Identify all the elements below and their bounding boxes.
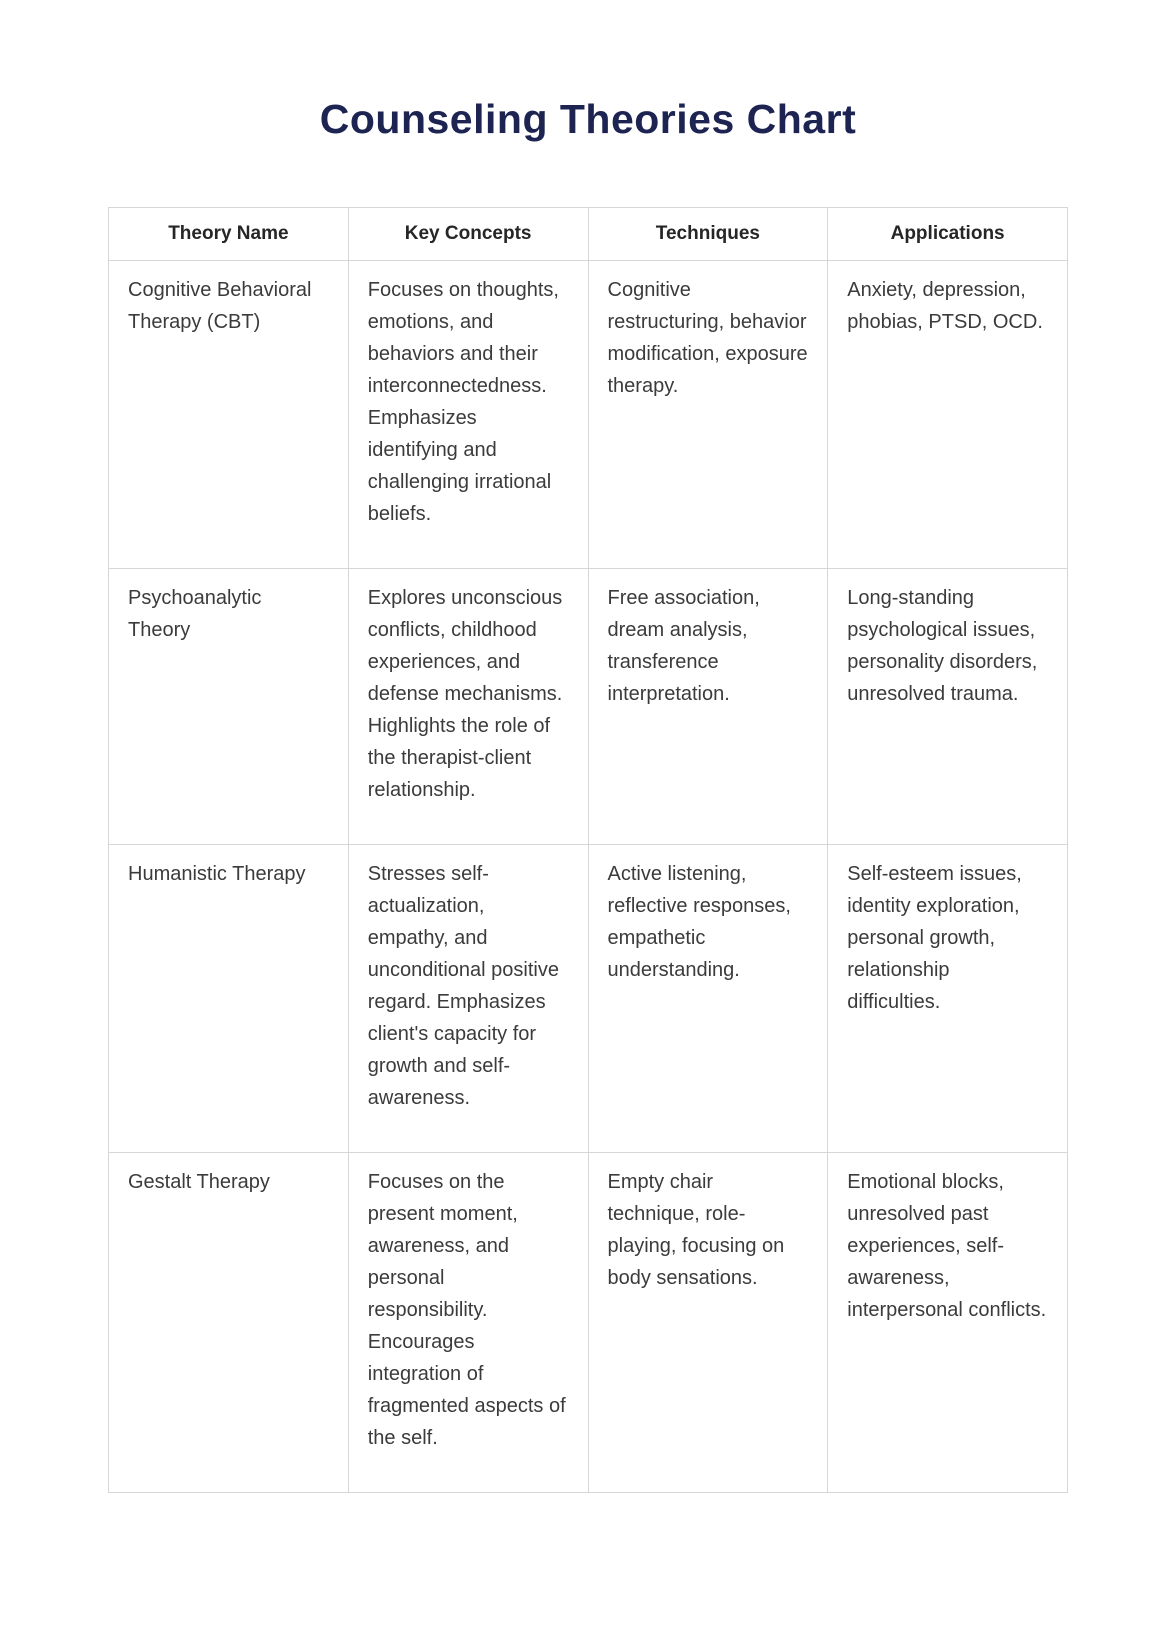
- applications-cell: Emotional blocks, unresolved past experiences, self-awareness, interpersonal conflicts.: [828, 1153, 1068, 1493]
- techniques-cell: Cognitive restructuring, behavior modification, exposure therapy.: [588, 261, 828, 569]
- table-header: [109, 208, 1068, 261]
- table-header-row: [109, 208, 1068, 261]
- table-body: [109, 261, 1068, 1493]
- column-header-key-concepts: Key Concepts: [348, 208, 588, 261]
- table-row-psychoanalytic: [109, 569, 1068, 845]
- key-concepts-cell: Focuses on the present moment, awareness, and personal responsibility. Encourages integration of fragmented aspects of the self.: [348, 1153, 588, 1493]
- theory-name-cell: Cognitive Behavioral Therapy (CBT): [109, 261, 349, 569]
- theory-name-cell: Gestalt Therapy: [109, 1153, 349, 1493]
- column-header-theory-name: Theory Name: [109, 208, 349, 261]
- techniques-cell: Active listening, reflective responses, empathetic understanding.: [588, 845, 828, 1153]
- theory-name-cell: Humanistic Therapy: [109, 845, 349, 1153]
- applications-cell: Long-standing psychological issues, personality disorders, unresolved trauma.: [828, 569, 1068, 845]
- techniques-cell: Empty chair technique, role-playing, focusing on body sensations.: [588, 1153, 828, 1493]
- applications-cell: Anxiety, depression, phobias, PTSD, OCD.: [828, 261, 1068, 569]
- key-concepts-cell: Stresses self-actualization, empathy, and unconditional positive regard. Emphasizes client's capacity for growth and self-awareness.: [348, 845, 588, 1153]
- techniques-cell: Free association, dream analysis, transference interpretation.: [588, 569, 828, 845]
- key-concepts-cell: Explores unconscious conflicts, childhood experiences, and defense mechanisms. Highlights the role of the therapist-client relationship.: [348, 569, 588, 845]
- theory-name-cell: Psychoanalytic Theory: [109, 569, 349, 845]
- table-row-cbt: [109, 261, 1068, 569]
- counseling-theories-table: [108, 207, 1068, 1493]
- column-header-techniques: Techniques: [588, 208, 828, 261]
- applications-cell: Self-esteem issues, identity exploration, personal growth, relationship difficulties.: [828, 845, 1068, 1153]
- table-row-gestalt: [109, 1153, 1068, 1493]
- column-header-applications: Applications: [828, 208, 1068, 261]
- table-row-humanistic: [109, 845, 1068, 1153]
- key-concepts-cell: Focuses on thoughts, emotions, and behaviors and their interconnectedness. Emphasizes identifying and challenging irrational beliefs.: [348, 261, 588, 569]
- page-title: Counseling Theories Chart: [319, 96, 857, 142]
